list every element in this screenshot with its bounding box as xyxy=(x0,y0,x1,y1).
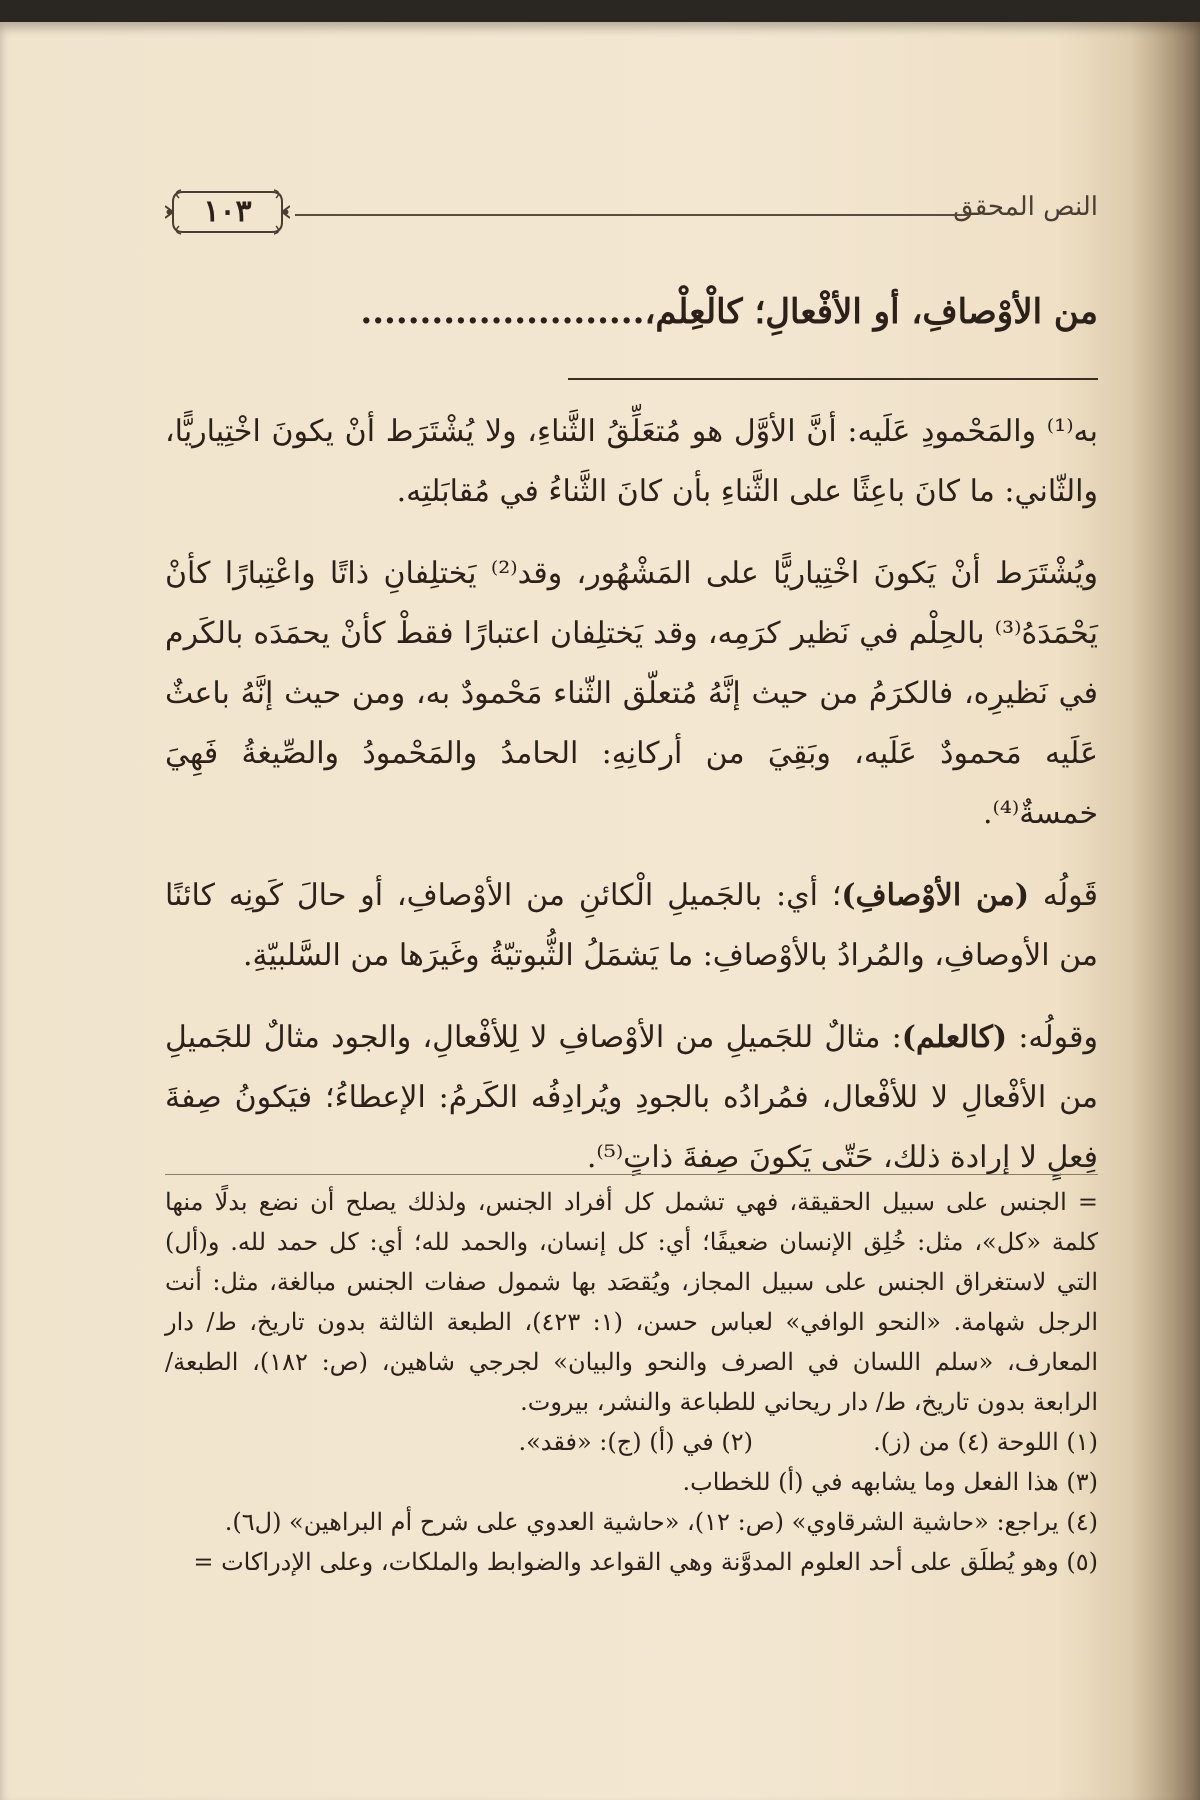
p4-lead: وقولُه: xyxy=(1007,1020,1098,1055)
footnote-4: (٤) يراجع: «حاشية الشرقاوي» (ص: ١٢)، «حاشية العدوي على شرح أم البراهين» (ل٦). xyxy=(224,1508,1098,1536)
paragraph-3 xyxy=(165,866,1098,986)
p4-rest: : مثالٌ للجَميلِ من الأوْصافِ لا لِلأفْعالِ، والجود مثالٌ للجَميلِ من الأفْعالِ لا للأفْعال، فمُرادُه بالجودِ ويُرادِفُه الكَرمُ: الإعطاءُ؛ فيَكونُ صِفةَ فِعلٍ لا إرادة ذلك، حَتّى يَكونَ صِفةَ ذاتٍ⁽⁵⁾. xyxy=(165,1020,1098,1175)
footnotes-separator xyxy=(165,1174,1098,1175)
footnote-row-1-2 xyxy=(165,1422,1098,1462)
matn-rule xyxy=(568,378,1098,380)
footnote-1: (١) اللوحة (٤) من (ز). xyxy=(873,1428,1098,1456)
footnote-5: (٥) وهو يُطلَق على أحد العلوم المدوَّنة وهي القواعد والضوابط والملكات، وعلى الإدراكات = xyxy=(193,1548,1098,1576)
header-title: النص المحقق xyxy=(953,192,1098,222)
matn-line xyxy=(165,284,1098,340)
page-number: ١٠٣ xyxy=(203,194,252,229)
page-number-ornament xyxy=(165,184,290,240)
running-header xyxy=(165,184,1098,240)
p3-lead: قَولُه xyxy=(1029,878,1098,913)
paragraph-4 xyxy=(165,1008,1098,1188)
matn-dots: ........................ xyxy=(360,292,645,332)
paragraph-2: ويُشْتَرَط أنْ يَكونَ اخْتِياريًّا على المَشْهُور، وقد⁽²⁾ يَختلِفانِ ذاتًا واعْتِبارًا كأنْ يَحْمَدَهُ⁽³⁾ بالحِلْم في نَظير كرَمِه، وقد يَختلِفان اعتبارًا فقطْ كأنْ يحمَدَه بالكَرم في نَظيرِه، فالكرَمُ من حيث إنَّهُ مُتعلّق الثّناء مَحْمودٌ به، ومن حيث إنَّهُ باعثٌ عَلَيه مَحمودٌ عَلَيه، وبَقِيَ من أركانِهِ: الحامدُ والمَحْمودُ والصِّيغةُ فَهِيَ خمسةٌ⁽⁴⁾. xyxy=(165,556,1098,831)
header-rule xyxy=(295,214,968,216)
matn-text: من الأوْصافِ، أو الأفْعالِ؛ كالْعِلْم، xyxy=(644,292,1098,332)
footnote-3: (٣) هذا الفعل وما يشابهه في (أ) للخطاب. xyxy=(682,1468,1098,1496)
footnote-2: (٢) في (أ) (ج): «فقد». xyxy=(518,1428,753,1456)
page-content xyxy=(165,22,1098,1800)
p3-quoted-term: (من الأوْصافِ) xyxy=(841,878,1030,913)
paragraph-1: به⁽¹⁾ والمَحْمودِ عَلَيه: أنَّ الأوَّل هو مُتعَلِّقُ الثَّناءِ، ولا يُشْتَرَط أنْ يكونَ اخْتِياريًّا، والثّاني: ما كانَ باعِثًا على الثَّناءِ بأن كانَ الثَّناءُ في مُقابَلتِه. xyxy=(165,414,1098,509)
page-gutter-shadow xyxy=(1130,22,1200,1800)
book-page xyxy=(0,22,1200,1800)
p4-quoted-term: (كالعلم) xyxy=(901,1020,1008,1055)
p3-rest: ؛ أي: بالجَميلِ الْكائنِ من الأوْصافِ، أو حالَ كَونِه كائنًا من الأوصافِ، والمُرادُ بالأوْصافِ: ما يَشمَلُ الثُّبوتيّةُ وغَيرَها من السَّلبيّةِ. xyxy=(165,878,1098,973)
footnotes xyxy=(165,1182,1098,1582)
footnote-continuation: = الجنس على سبيل الحقيقة، فهي تشمل كل أفراد الجنس، ولذلك يصلح أن نضع بدلًا منها كلمة «كل»، مثل: خُلِق الإنسان ضعيفًا؛ أي: كل إنسان، والحمد لله؛ أي: كل حمد لله. و(أل) التي لاستغراق الجنس على سبيل المجاز، ويُقصَد بها شمول صفات الجنس مبالغة، مثل: أنت الرجل شهامة. «النحو الوافي» لعباس حسن، (١: ٤٢٣)، الطبعة الثالثة بدون تاريخ، ط/ دار المعارف، «سلم اللسان في الصرف والنحو والبيان» لجرجي شاهين، (ص: ١٨٢)، الطبعة/ الرابعة بدون تاريخ، ط/ دار ريحاني للطباعة والنشر، بيروت. xyxy=(165,1188,1099,1416)
commentary-body xyxy=(165,402,1098,1210)
